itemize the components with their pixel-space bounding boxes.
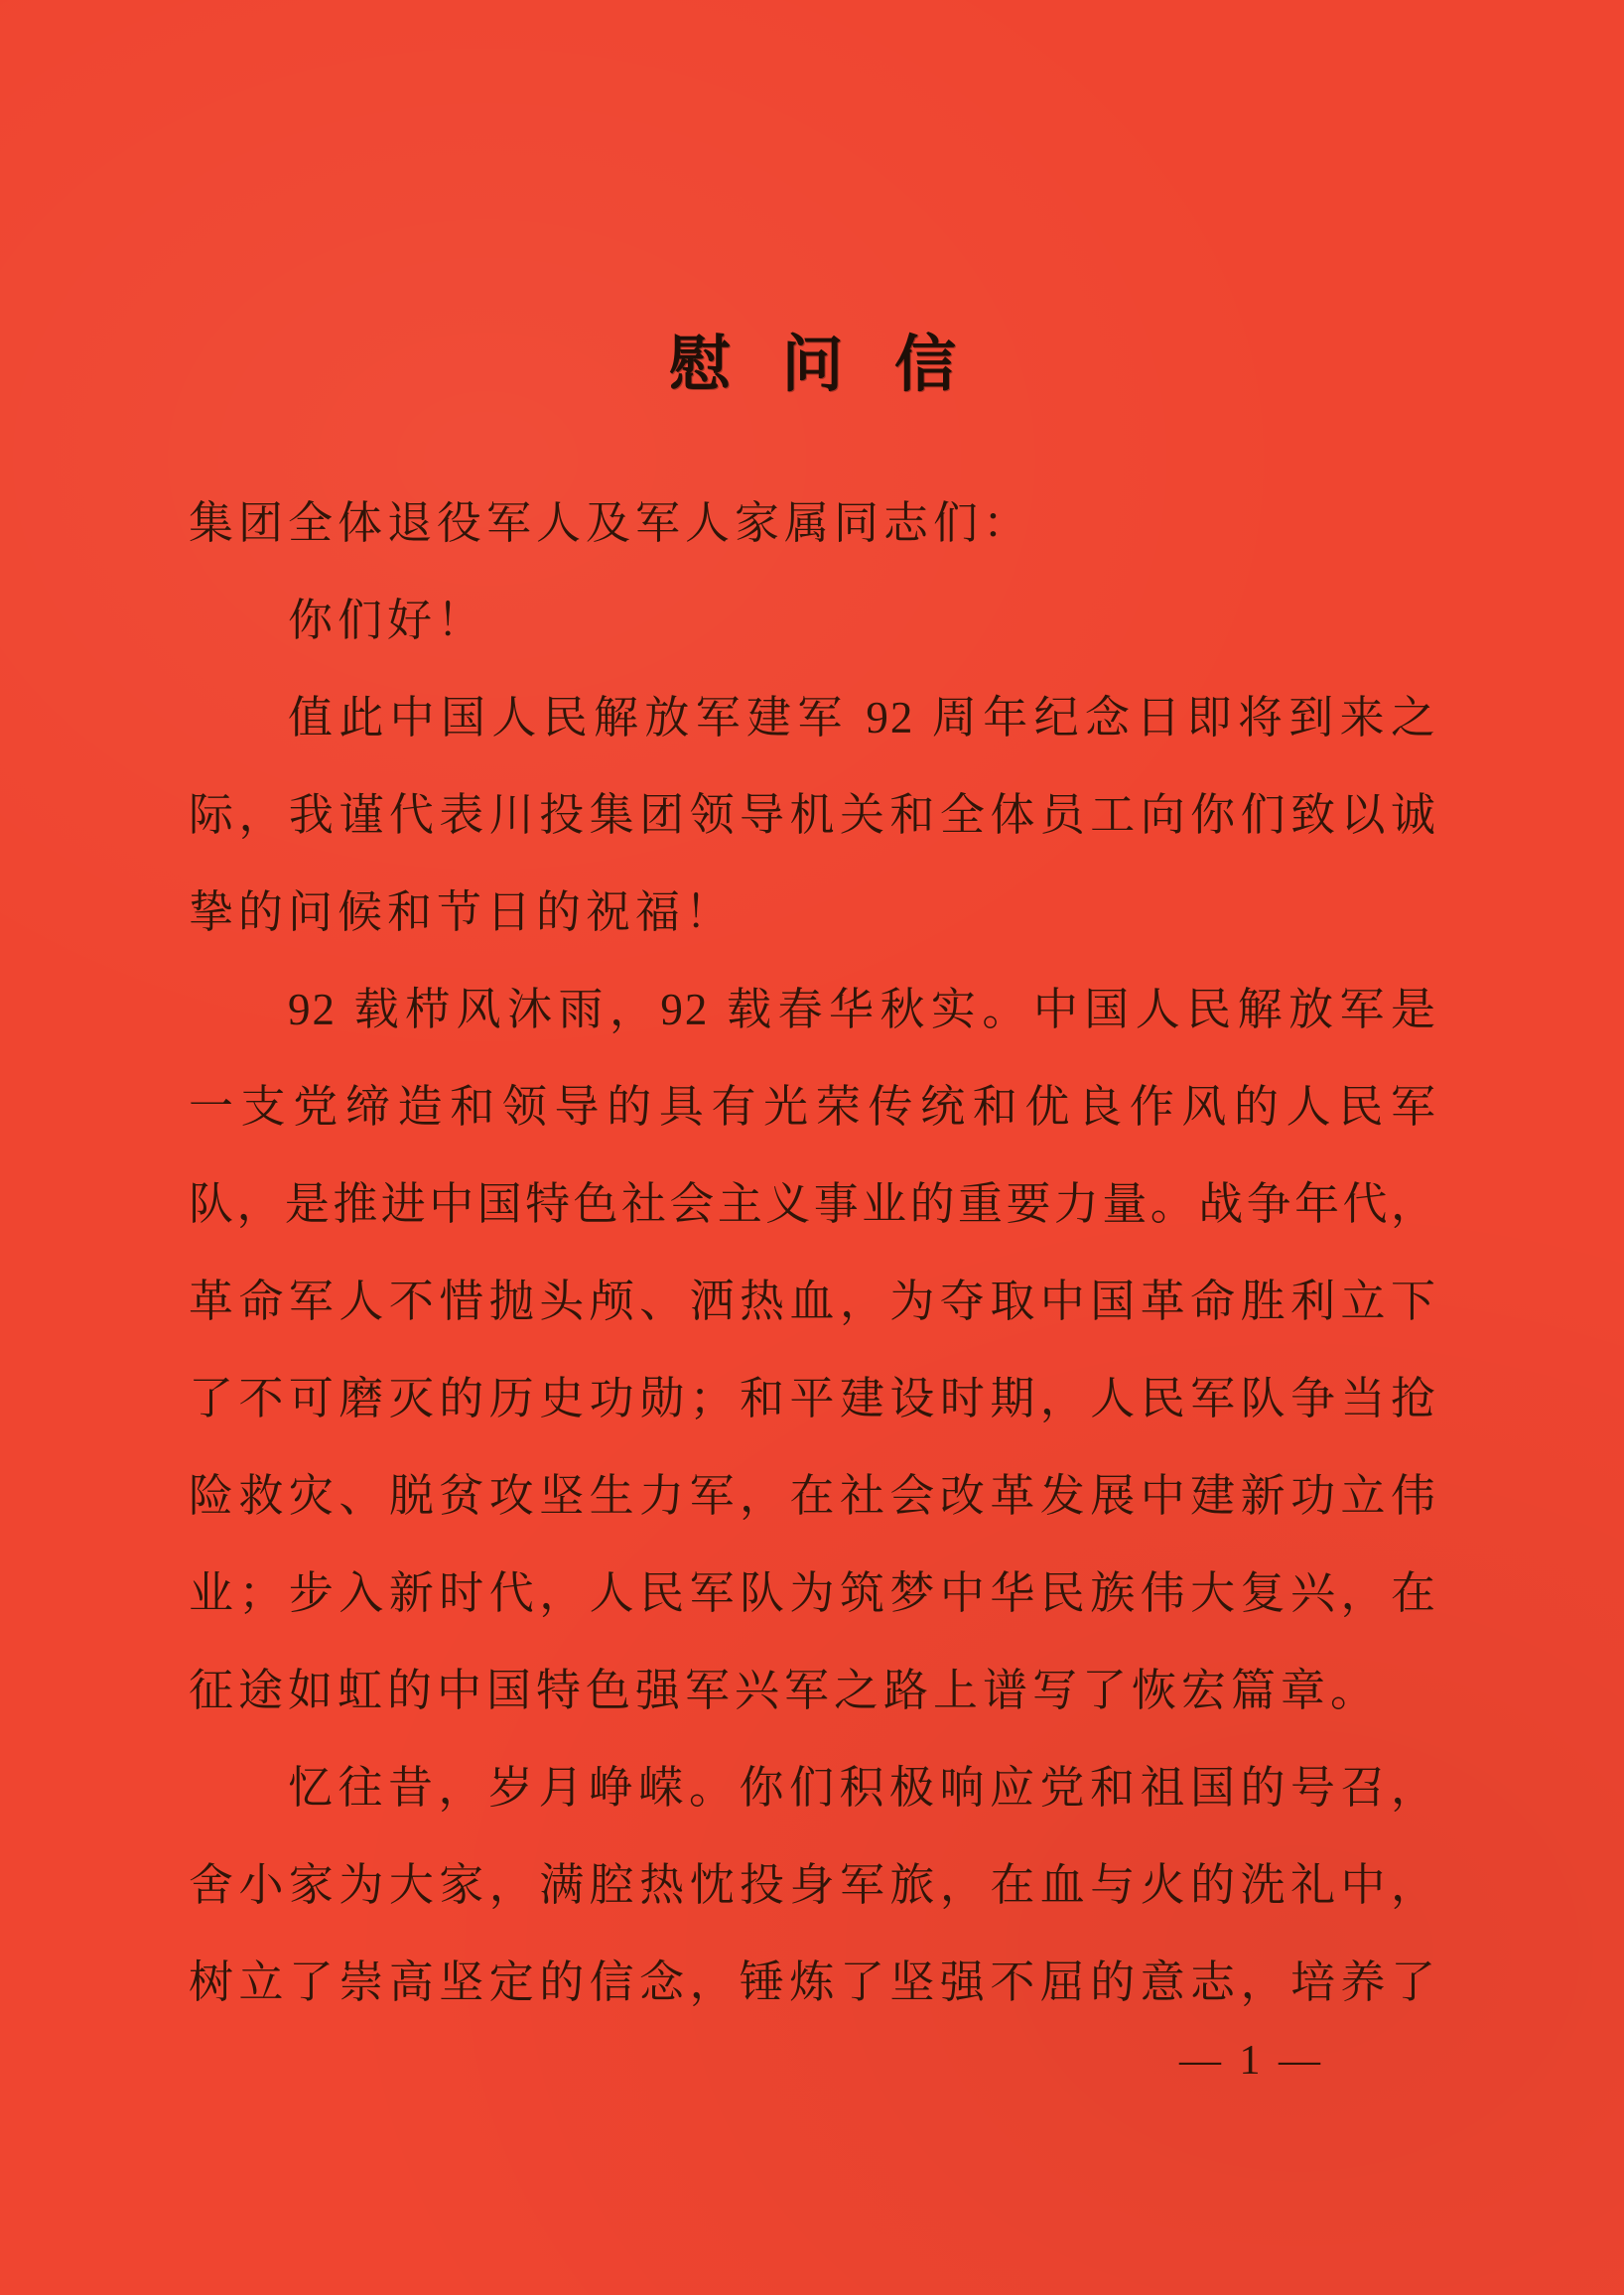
body-line: 值此中国人民解放军建军 92 周年纪念日即将到来之 [288,693,1437,742]
letter-content [189,0,1437,2031]
body-line: 树立了崇高坚定的信念，锤炼了坚强不屈的意志，培养了 [189,1958,1437,2007]
page-number: — 1 — [1179,2038,1324,2084]
body-line: 挚的问候和节日的祝福！ [189,887,736,937]
body-line: 业；步入新时代，人民军队为筑梦中华民族伟大复兴，在 [189,1568,1437,1618]
body-line: 舍小家为大家，满腔热忱投身军旅，在血与火的洗礼中， [189,1860,1437,1910]
body-line: 你们好！ [288,596,487,645]
body-line: 征途如虹的中国特色强军兴军之路上谱写了恢宏篇章。 [189,1666,1381,1715]
letter-body [189,474,1437,2031]
body-line: 队，是推进中国特色社会主义事业的重要力量。战争年代， [189,1179,1437,1229]
body-line: 险救灾、脱贫攻坚生力军，在社会改革发展中建新功立伟 [189,1471,1437,1521]
body-line: 一支党缔造和领导的具有光荣传统和优良作风的人民军 [189,1082,1437,1132]
body-line: 了不可磨灭的历史功勋；和平建设时期，人民军队争当抢 [189,1374,1437,1423]
body-line: 集团全体退役军人及军人家属同志们： [189,498,1033,548]
letter-title: 慰 问 信 [668,332,957,399]
body-line: 92 载栉风沐雨，92 载春华秋实。中国人民解放军是 [288,985,1437,1034]
body-line: 革命军人不惜抛头颅、洒热血，为夺取中国革命胜利立下 [189,1277,1437,1326]
body-line: 忆往昔，岁月峥嵘。你们积极响应党和祖国的号召， [288,1763,1437,1813]
body-line: 际，我谨代表川投集团领导机关和全体员工向你们致以诚 [189,790,1437,840]
